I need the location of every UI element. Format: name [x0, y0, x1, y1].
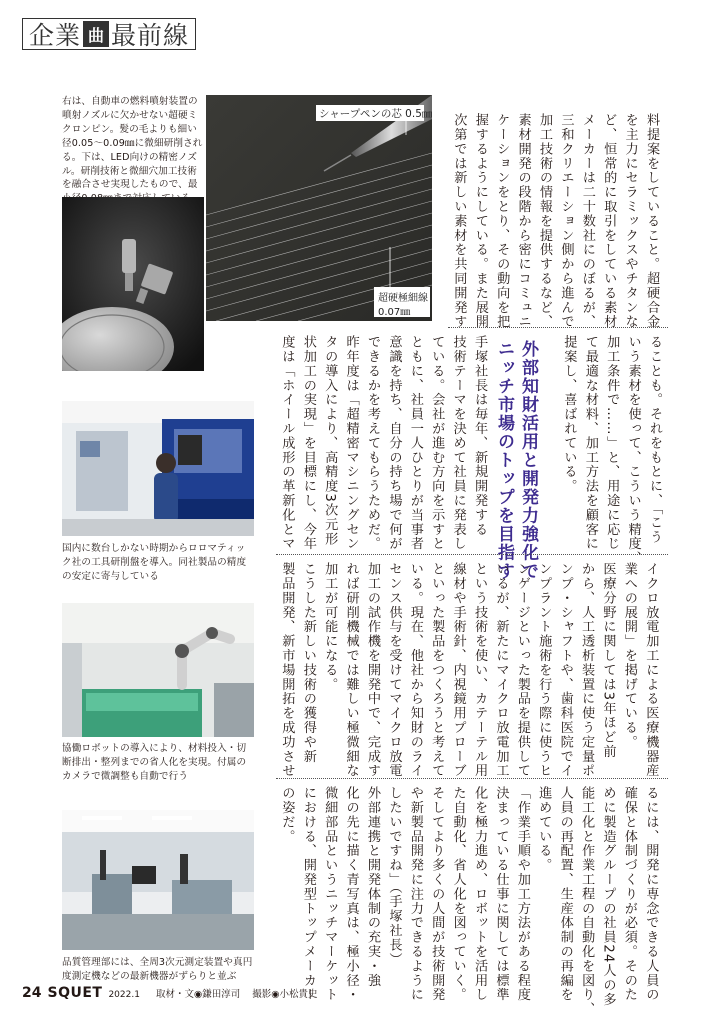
page-number: 24: [22, 985, 42, 1001]
text-line: ている。会社が進む方向を示すと: [429, 335, 445, 551]
body-text-mid-left: [276, 335, 490, 551]
text-line: 製品開発、新市場開拓を成功させ: [279, 562, 295, 778]
text-line: こうした新しい技術の獲得や新: [300, 562, 316, 764]
text-line: ることも。それをもとに、「こう: [647, 335, 663, 545]
section-title-box: [22, 18, 196, 50]
text-line: めに製造グループの社員24人の多: [600, 786, 616, 1007]
text-line: 医療分野に関しては3年ほど前: [600, 562, 616, 759]
text-line: 能工化と作業工程の自動化を図り、: [579, 786, 595, 1017]
caption-quality: 品質管理部には、全周3次元測定装置や真円度測定機などの最新機器がずらりと並ぶ: [62, 957, 253, 982]
text-line: 進めている。: [536, 786, 552, 873]
text-line: 次第では新しい素材を共同開発す: [451, 113, 467, 329]
text-line: ンゲージといった製品を提供して: [514, 562, 530, 778]
section-header: [22, 14, 196, 54]
divider-mid: [276, 554, 668, 555]
heading-line-2: ニッチ市場のトップを目指す: [494, 340, 514, 581]
text-line: メーカーは二十数社にのぼるが、: [579, 113, 595, 329]
text-line: るには、開発に専念できる人員の: [643, 786, 659, 1002]
text-line: という技術を使い、カテーテル用: [472, 562, 488, 778]
text-line: 料提案をしていること。超硬合金: [644, 113, 660, 329]
text-line: イクロ放電加工による医療機器産: [643, 562, 659, 778]
text-line: における、開発型トップメーカー: [300, 786, 316, 1002]
text-line: 確保と体制づくりが必須。そのた: [621, 786, 637, 1002]
page-footer: [22, 985, 324, 1001]
text-line: た自動化、省人化を図っていく。: [450, 786, 466, 1002]
text-line: 技術テーマを決めて社員に発表し: [450, 335, 466, 551]
text-line: や新製品開発に注力できるように: [407, 786, 423, 1002]
text-line: 加工が可能になる。: [322, 562, 338, 692]
caption-pins: 右は、自動車の燃料噴射装置の噴射ノズルに欠かせない超硬ミクロンピン。髪の毛よりも細い径0.05～0.09㎜に微細研削される。下は、LED向けの精密ノズル。研削技術と微細穴加工技術を融合させ実現したもので、最: [62, 96, 203, 191]
magazine-brand: SQUET: [47, 985, 103, 1001]
text-line: 微細部品というニッチマーケット: [322, 786, 338, 1002]
text-line: 提案し、喜ばれている。: [561, 335, 577, 494]
text-line: 意識を持ち、自分の持ち場で何が: [386, 335, 402, 551]
body-text-top: [448, 113, 662, 329]
text-line: 握するようにしている。また展開: [472, 113, 488, 329]
text-line: 手塚社長は毎年、新規開発する: [472, 335, 488, 537]
text-line: 昨年度は「超精密マシニングセン: [343, 335, 359, 551]
body-text-lower: [276, 562, 661, 778]
text-line: 三和クリエーション側から進んで: [558, 113, 574, 329]
text-line: れば研削機械では難しい極微細な: [343, 562, 359, 778]
text-line: 線材や手術針、内視鏡用プローブ: [450, 562, 466, 778]
section-title-pre: 企業: [29, 21, 82, 50]
text-line: センス供与を受けてマイクロ放電: [386, 562, 402, 778]
text-line: 状加工の実現」を目標にし、今年: [300, 335, 316, 551]
photo-quality-control: [62, 810, 254, 950]
caption-robot: 協働ロボットの導入により、材料投入・切断排出・整列までの省人化を実現。付属のカメラで微調整も自動で行う: [62, 743, 247, 782]
photo-pins-coin: [62, 197, 204, 371]
text-line: いるが、新たにマイクロ放電加工: [493, 562, 509, 778]
text-line: 加工条件で……」と、用途に応じ: [604, 335, 620, 551]
text-line: から、人工透析装置に使う定量ポ: [579, 562, 595, 778]
label-pencil: シャープペンの芯 0.5㎜: [319, 108, 432, 120]
article-heading: [492, 340, 540, 581]
text-line: そしてより多くの人間が技術開発: [429, 786, 445, 1002]
issue-date: 2022.1: [108, 990, 140, 1000]
text-line: 外部連携と開発体制の充実・強: [365, 786, 381, 988]
text-line: ンプ・シャフトや、歯科医院でイ: [557, 562, 573, 778]
caption-grinding: 国内に数台しかない時期からロロマティック社の工具研削盤を導入。同社製品の精度の安定に寄与している: [62, 543, 247, 582]
text-line: 化を極力進め、ロボットを活用し: [472, 786, 488, 1002]
photo-robot-arm: [62, 603, 254, 737]
text-line: といった製品をつくろうと考えて: [429, 562, 445, 778]
text-line: 加工技術の情報を提供するなど、: [537, 113, 553, 329]
label-wire-name: 超硬極細線: [378, 293, 428, 304]
credit-photographer: 撮影◉小松貴史: [252, 989, 318, 1000]
text-line: 加工の試作機を開発中で、完成す: [365, 562, 381, 778]
text-line: できるかを考えてもらうためだ。: [365, 335, 381, 551]
text-line: 人員の再配置、生産体制の再編を: [557, 786, 573, 1002]
heading-line-1: 外部知財活用と開発力強化で: [518, 340, 538, 581]
text-line: いる。現在、他社から知財のライ: [407, 562, 423, 778]
text-line: いう素材を使って、こういう精度、: [625, 335, 641, 566]
text-line: 業への展開」を掲げている。: [621, 562, 637, 750]
photo-grinding-machine: [62, 401, 254, 536]
text-line: の姿だ。: [279, 786, 295, 844]
divider-low: [276, 778, 668, 779]
text-line: 素材開発の段階から密にコミュニ: [515, 113, 531, 329]
photo-wires: [206, 95, 432, 321]
label-wire-size: 0.07㎜: [378, 307, 411, 318]
credit-writer: 取材・文◉鎌田淳司: [155, 989, 241, 1000]
text-line: 化の先に描く青写真は、極小径・: [343, 786, 359, 1002]
text-line: 決まっている仕事に関しては標準: [493, 786, 509, 1002]
text-line: ど、恒常的に取引をしている素材: [601, 113, 617, 329]
text-line: タの導入により、高精度3次元形: [322, 335, 338, 547]
divider-top: [448, 327, 668, 328]
text-line: ンプラント施術を行う際に使うヒ: [536, 562, 552, 778]
text-line: 度は「ホイール成形の革新化とマ: [279, 335, 295, 551]
section-title-mark: 曲: [83, 21, 109, 47]
text-line: て最適な材料、加工方法を顧客に: [582, 335, 598, 551]
text-line: ともに、社員一人ひとりが当事者: [407, 335, 423, 551]
text-line: ケーションをとり、その動向を把: [494, 113, 510, 329]
body-text-mid-right: [558, 335, 665, 566]
text-line: 「作業手順や加工方法がある程度: [514, 786, 530, 1002]
text-line: を主力にセラミックスやチタンな: [622, 113, 638, 329]
text-line: したいですね」（手塚社長）: [386, 786, 402, 967]
section-title-post: 最前線: [111, 21, 190, 50]
